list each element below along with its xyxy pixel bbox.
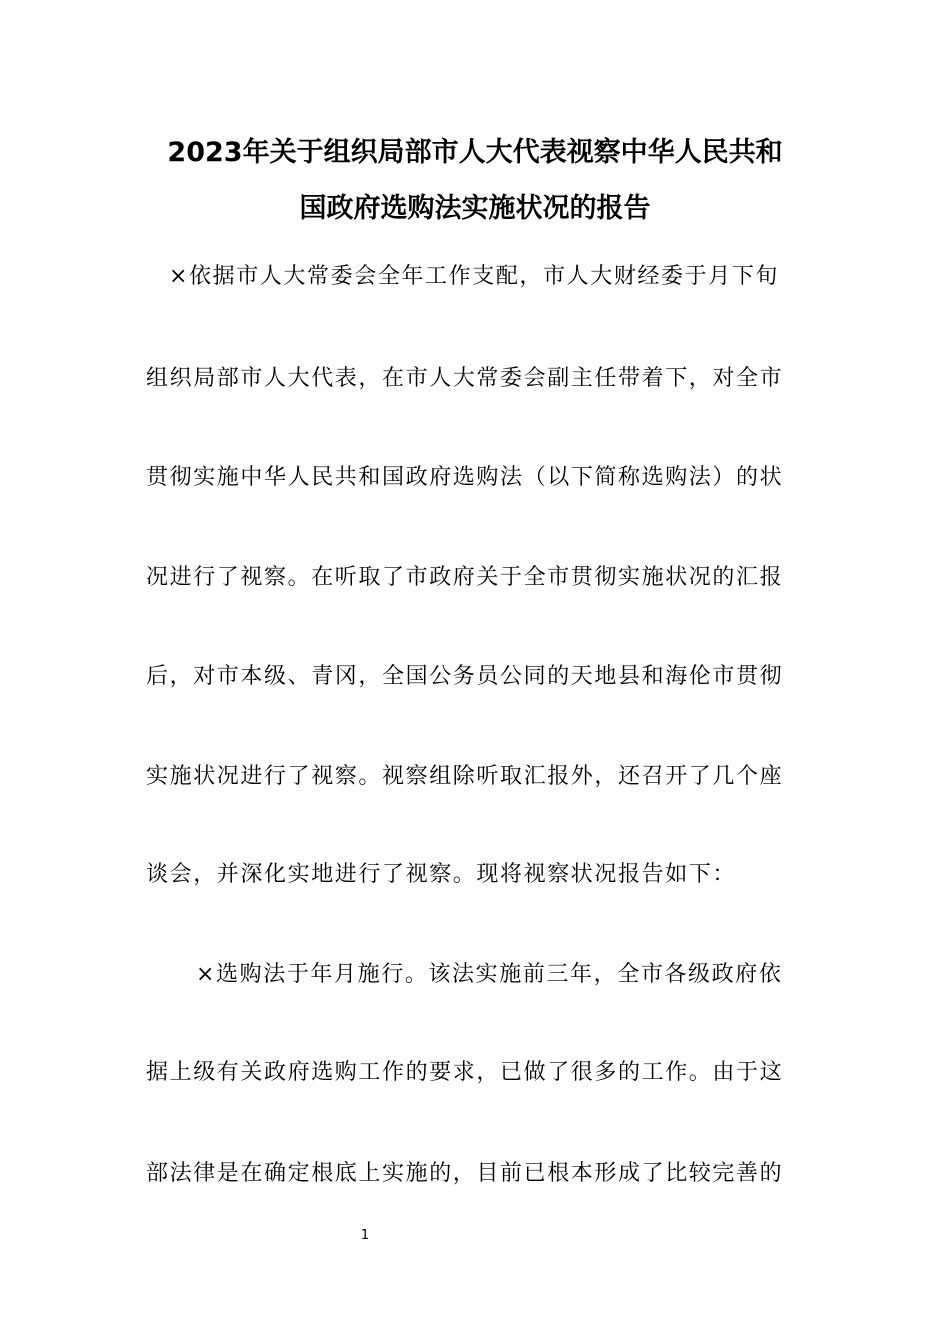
paragraph-1-line-4: 况进行了视察。在听取了市政府关于全市贯彻实施状况的汇报 bbox=[146, 565, 784, 590]
document-title-line-2: 国政府选购法实施状况的报告 bbox=[299, 193, 651, 224]
paragraph-2-line-1: ×选购法于年月施行。该法实施前三年，全市各级政府依 bbox=[196, 962, 783, 987]
paragraph-1-line-3: 贯彻实施中华人民共和国政府选购法（以下简称选购法）的状 bbox=[146, 465, 784, 490]
paragraph-1-line-7: 谈会，并深化实地进行了视察。现将视察状况报告如下： bbox=[146, 862, 737, 887]
document-title-line-1: 2023年关于组织局部市人大代表视察中华人民共和 bbox=[167, 137, 783, 168]
paragraph-2-line-2: 据上级有关政府选购工作的要求，已做了很多的工作。由于这 bbox=[146, 1060, 784, 1085]
paragraph-1-line-1: ×依据市人大常委会全年工作支配，市人大财经委于月下旬 bbox=[169, 264, 780, 289]
paragraph-1-line-2: 组织局部市人大代表，在市人大常委会副主任带着下，对全市 bbox=[146, 366, 784, 391]
paragraph-1-line-6: 实施状况进行了视察。视察组除听取汇报外，还召开了几个座 bbox=[146, 764, 784, 789]
paragraph-2-line-3: 部法律是在确定根底上实施的，目前已根本形成了比较完善的 bbox=[146, 1161, 784, 1186]
page-number: 1 bbox=[360, 1228, 370, 1243]
paragraph-1-line-5: 后，对市本级、青冈，全国公务员公同的天地县和海伦市贯彻 bbox=[146, 664, 784, 689]
